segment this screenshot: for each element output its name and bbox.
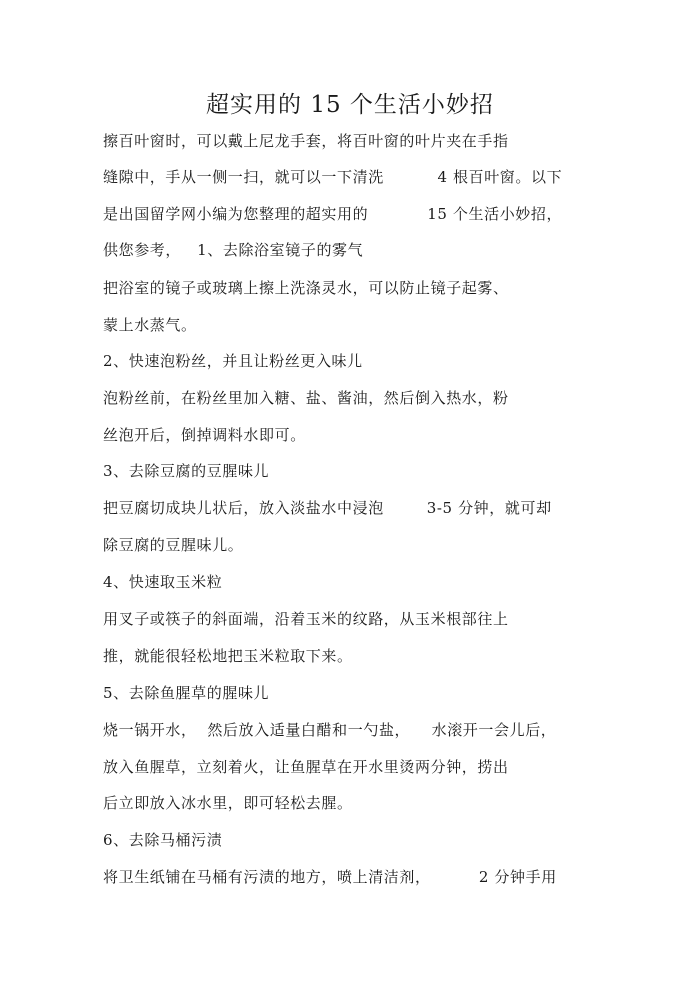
- text-line: 除豆腐的豆腥味儿。: [103, 536, 244, 554]
- text-line: 蒙上水蒸气。: [103, 316, 197, 334]
- section-heading: 6、去除马桶污渍: [103, 831, 223, 849]
- text-line: 把豆腐切成块儿状后，放入淡盐水中浸泡 3-5 分钟，就可却: [103, 499, 552, 517]
- text-line: 供您参考， 1、去除浴室镜子的雾气: [103, 241, 364, 259]
- section-heading: 5、去除鱼腥草的腥味儿: [103, 684, 270, 702]
- text-line: 泡粉丝前，在粉丝里加入糖、盐、酱油，然后倒入热水，粉: [103, 389, 509, 407]
- text-line: 是出国留学网小编为您整理的超实用的 15 个生活小妙招，: [103, 205, 563, 223]
- text-line: 后立即放入冰水里，即可轻松去腥。: [103, 794, 353, 812]
- text-line: 烧一锅开水， 然后放入适量白醋和一勺盐， 水滚开一会儿后，: [103, 721, 557, 739]
- document-title: 超实用的 15 个生活小妙招: [206, 92, 494, 118]
- text-line: 放入鱼腥草，立刻着火，让鱼腥草在开水里烫两分钟，捞出: [103, 758, 509, 776]
- text-line: 将卫生纸铺在马桶有污渍的地方，喷上清洁剂， 2 分钟手用: [103, 868, 557, 886]
- section-heading: 2、快速泡粉丝，并且让粉丝更入味儿: [103, 352, 363, 370]
- section-heading: 4、快速取玉米粒: [103, 573, 223, 591]
- text-line: 擦百叶窗时，可以戴上尼龙手套，将百叶窗的叶片夹在手指: [103, 132, 509, 150]
- text-line: 用叉子或筷子的斜面端，沿着玉米的纹路，从玉米根部往上: [103, 610, 509, 628]
- text-line: 缝隙中，手从一侧一扫，就可以一下清洗 4 根百叶窗。以下: [103, 168, 563, 186]
- text-line: 丝泡开后，倒掉调料水即可。: [103, 426, 306, 444]
- text-line: 推，就能很轻松地把玉米粒取下来。: [103, 647, 353, 665]
- text-line: 把浴室的镜子或玻璃上擦上洗涤灵水，可以防止镜子起雾、: [103, 279, 509, 297]
- section-heading: 3、去除豆腐的豆腥味儿: [103, 462, 270, 480]
